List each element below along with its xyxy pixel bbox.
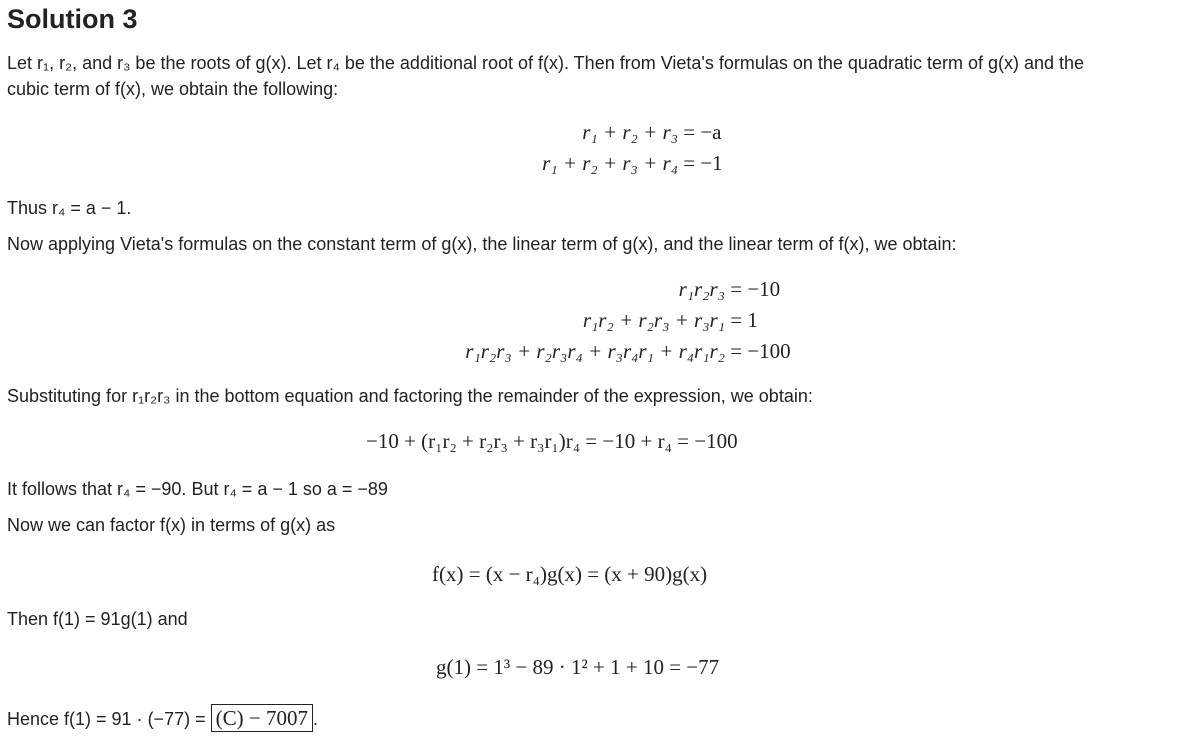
- equation-g-of-1: g(1) = 1³ − 89 · 1² + 1 + 10 = −77: [436, 655, 720, 679]
- equation-sum-r1-r3: [492, 119, 722, 145]
- paragraph-thus: Thus r₄ = a − 1.: [7, 198, 132, 218]
- paragraph-then: Then f(1) = 91g(1) and: [7, 609, 188, 629]
- equation-lhs: r₁r₂r₃ + r₂r₃r₄ + r₃r₄r₁ + r₄r₁r₂: [465, 339, 725, 363]
- solution-heading: Solution 3: [7, 4, 138, 34]
- equation-substituted: −10 + (r₁r₂ + r₂r₃ + r₃r₁)r₄ = −10 + r₄ = −100: [366, 429, 738, 453]
- equation-lhs: r₁ + r₂ + r₃: [582, 120, 678, 144]
- answer-box: (C) − 7007: [211, 704, 313, 732]
- paragraph-follows: It follows that r₄ = −90. But r₄ = a − 1 so a = −89: [7, 479, 388, 499]
- paragraph-hence: [7, 704, 318, 732]
- paragraph-intro-line-1: Let r₁, r₂, and r₃ be the roots of g(x). Let r₄ be the additional root of f(x). Then from Vieta's formulas on the quadratic term of g(x) and the: [7, 53, 1085, 73]
- equation-product: [400, 276, 780, 302]
- equation-lhs: r₁r₂r₃: [678, 277, 725, 301]
- equation-lhs: r₁ + r₂ + r₃ + r₄: [542, 151, 678, 175]
- equation-pairwise: [400, 307, 758, 333]
- paragraph-factor: Now we can factor f(x) in terms of g(x) as: [7, 515, 336, 535]
- hence-period: .: [312, 709, 318, 729]
- paragraph-intro-line-2: cubic term of f(x), we obtain the following:: [7, 79, 339, 99]
- equation-sum-r1-r4: [492, 150, 723, 176]
- equation-rhs: = −1: [683, 151, 723, 175]
- equation-rhs: = −a: [683, 120, 722, 144]
- paragraph-vieta-applied: Now applying Vieta's formulas on the constant term of g(x), the linear term of g(x), and the linear term of f(x), we obtain:: [7, 234, 957, 254]
- paragraph-substituting: Substituting for r₁r₂r₃ in the bottom equation and factoring the remainder of the expression, we obtain:: [7, 386, 813, 406]
- hence-text: Hence f(1) = 91 · (−77) =: [7, 709, 206, 729]
- equation-factorization: f(x) = (x − r₄)g(x) = (x + 90)g(x): [432, 562, 708, 586]
- equation-rhs: = 1: [730, 308, 758, 332]
- equation-lhs: r₁r₂ + r₂r₃ + r₃r₁: [582, 308, 725, 332]
- equation-triples: [400, 338, 791, 364]
- equation-rhs: = −10: [730, 277, 781, 301]
- equation-rhs: = −100: [730, 339, 791, 363]
